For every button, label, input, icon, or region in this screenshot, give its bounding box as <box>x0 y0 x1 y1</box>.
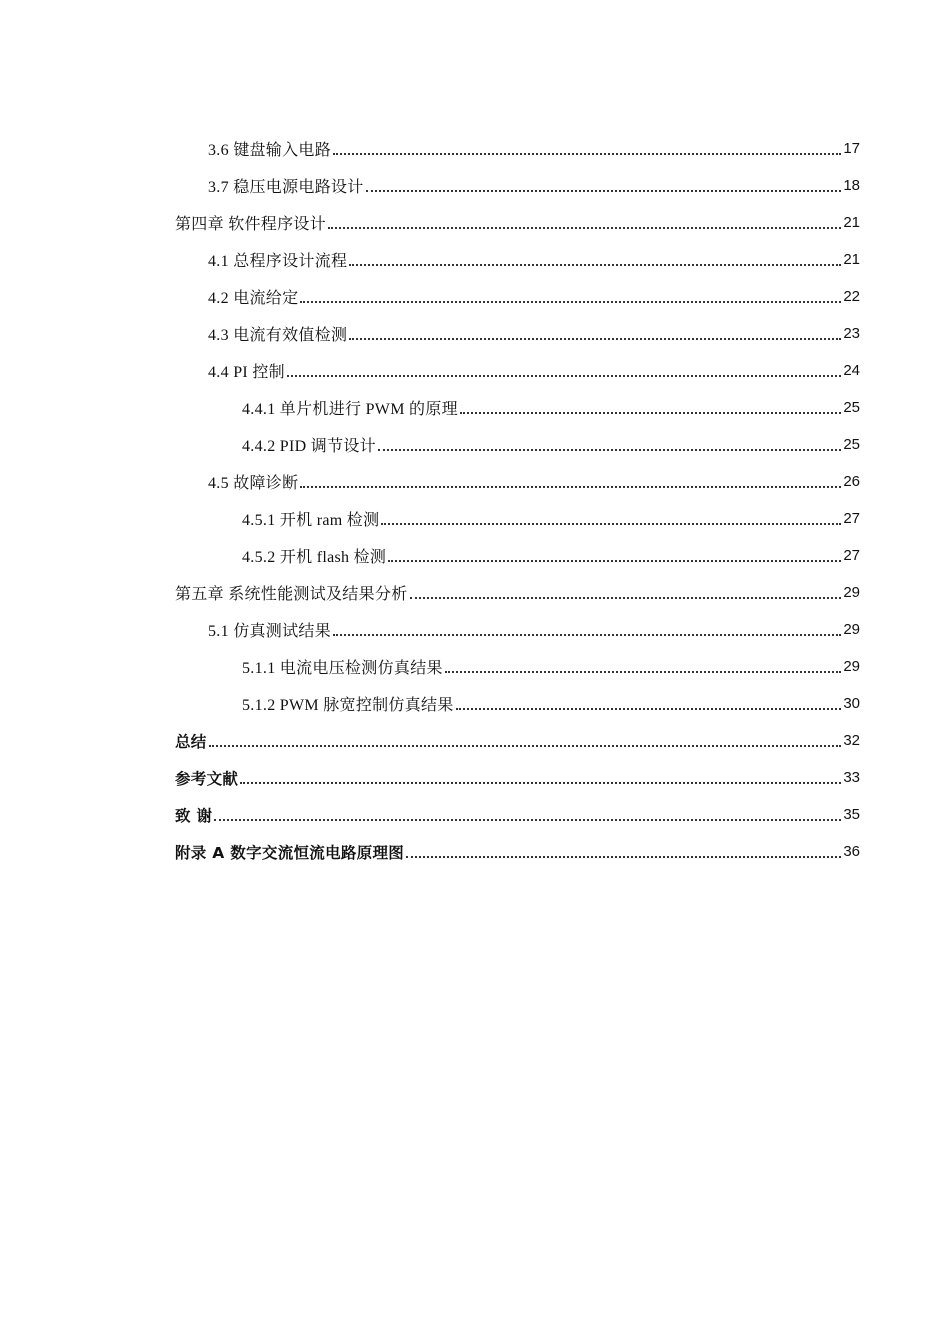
toc-entry-title: 第四章 软件程序设计 <box>175 216 327 233</box>
toc-dot-leader <box>381 523 841 525</box>
toc-entry-title: 4.4.1 单片机进行 PWM 的原理 <box>242 401 458 418</box>
toc-page-number: 24 <box>843 362 860 379</box>
toc-dot-leader <box>406 856 841 858</box>
toc-page-number: 21 <box>843 251 860 268</box>
toc-page-number: 30 <box>843 695 860 712</box>
toc-entry-4-5-2[interactable] <box>175 537 860 574</box>
toc-dot-leader <box>378 449 841 451</box>
toc-dot-leader <box>287 375 841 377</box>
toc-entry-title: 4.5.2 开机 flash 检测 <box>242 549 387 566</box>
toc-dot-leader <box>300 486 841 488</box>
toc-entry-title: 5.1 仿真测试结果 <box>208 623 332 640</box>
toc-entry-title: 附录 A 数字交流恒流电路原理图 <box>175 843 405 862</box>
toc-entry-4-5-1[interactable] <box>175 500 860 537</box>
toc-entry-title: 5.1.2 PWM 脉宽控制仿真结果 <box>242 697 454 714</box>
toc-dot-leader <box>328 227 841 229</box>
toc-dot-leader <box>333 153 841 155</box>
toc-page-number: 27 <box>843 510 860 527</box>
toc-entry-3-6[interactable] <box>175 130 860 167</box>
toc-entry-chapter-4[interactable] <box>175 204 860 241</box>
toc-dot-leader <box>209 745 842 747</box>
toc-dot-leader <box>333 634 841 636</box>
toc-entry-title: 4.3 电流有效值检测 <box>208 327 348 344</box>
toc-entry-title: 总结 <box>175 732 207 751</box>
toc-entry-title: 3.7 稳压电源电路设计 <box>208 179 364 196</box>
toc-entry-chapter-5[interactable] <box>175 574 860 611</box>
toc-entry-5-1-1[interactable] <box>175 648 860 685</box>
toc-entry-4-3[interactable] <box>175 315 860 352</box>
toc-page-number: 18 <box>843 177 860 194</box>
toc-entry-title: 参考文献 <box>175 769 239 788</box>
toc-page-number: 32 <box>843 732 860 749</box>
toc-page-number: 23 <box>843 325 860 342</box>
toc-entry-title: 致 谢 <box>175 806 213 825</box>
toc-entry-title: 5.1.1 电流电压检测仿真结果 <box>242 660 443 677</box>
toc-entry-4-4[interactable] <box>175 352 860 389</box>
toc-entry-title: 3.6 键盘输入电路 <box>208 142 332 159</box>
toc-dot-leader <box>349 264 841 266</box>
toc-entry-title: 4.5.1 开机 ram 检测 <box>242 512 380 529</box>
toc-entry-title: 4.5 故障诊断 <box>208 475 299 492</box>
toc-entry-5-1-2[interactable] <box>175 685 860 722</box>
toc-dot-leader <box>456 708 842 710</box>
toc-page-number: 27 <box>843 547 860 564</box>
toc-page-number: 29 <box>843 621 860 638</box>
toc-entry-title: 4.4.2 PID 调节设计 <box>242 438 376 455</box>
toc-page-number: 22 <box>843 288 860 305</box>
toc-entry-4-5[interactable] <box>175 463 860 500</box>
toc-page-number: 35 <box>843 806 860 823</box>
toc-page-number: 29 <box>843 658 860 675</box>
toc-page-number: 26 <box>843 473 860 490</box>
toc-entry-5-1[interactable] <box>175 611 860 648</box>
toc-page-number: 25 <box>843 399 860 416</box>
toc-dot-leader <box>240 782 841 784</box>
toc-entry-references[interactable] <box>175 759 860 796</box>
toc-page-number: 25 <box>843 436 860 453</box>
toc-page-number: 17 <box>843 140 860 157</box>
toc-entry-4-1[interactable] <box>175 241 860 278</box>
toc-entry-acknowledgements[interactable] <box>175 796 860 833</box>
toc-dot-leader <box>300 301 841 303</box>
toc-page-number: 21 <box>843 214 860 231</box>
toc-dot-leader <box>460 412 841 414</box>
toc-entry-title: 4.4 PI 控制 <box>208 364 285 381</box>
toc-page-number: 33 <box>843 769 860 786</box>
toc-dot-leader <box>410 597 842 599</box>
table-of-contents <box>175 130 860 870</box>
toc-entry-title: 第五章 系统性能测试及结果分析 <box>175 586 408 603</box>
toc-dot-leader <box>366 190 842 192</box>
toc-entry-4-4-1[interactable] <box>175 389 860 426</box>
toc-dot-leader <box>445 671 842 673</box>
toc-entry-summary[interactable] <box>175 722 860 759</box>
toc-entry-appendix-a[interactable] <box>175 833 860 870</box>
toc-dot-leader <box>349 338 841 340</box>
toc-entry-3-7[interactable] <box>175 167 860 204</box>
toc-entry-4-4-2[interactable] <box>175 426 860 463</box>
toc-page-number: 36 <box>843 843 860 860</box>
toc-entry-4-2[interactable] <box>175 278 860 315</box>
toc-dot-leader <box>388 560 841 562</box>
toc-page-number: 29 <box>843 584 860 601</box>
toc-dot-leader <box>214 819 841 821</box>
toc-entry-title: 4.1 总程序设计流程 <box>208 253 348 270</box>
toc-entry-title: 4.2 电流给定 <box>208 290 299 307</box>
